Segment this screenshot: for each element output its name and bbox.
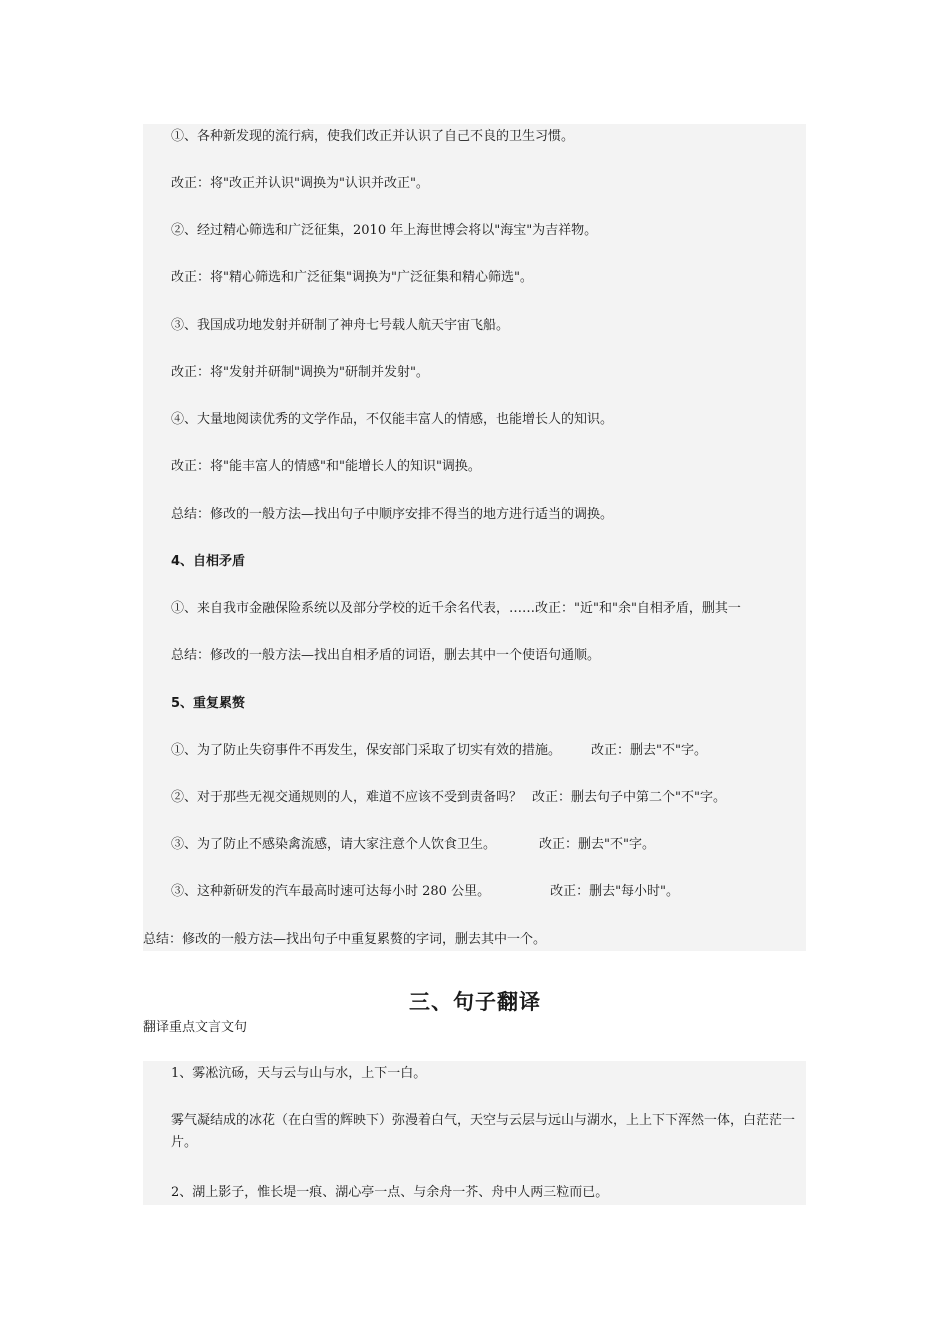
subsection-heading: 4、自相矛盾 [171, 554, 246, 569]
translation-text: 雾气凝结成的冰花（在白雪的辉映下）弥漫着白气，天空与云层与远山与湖水，上上下下浑然一体，白茫茫一片。 [171, 1113, 796, 1150]
example-sentence: ③、为了防止不感染禽流感，请大家注意个人饮食卫生。 [171, 837, 497, 852]
section-title: 三、句子翻译 [409, 990, 541, 1014]
content-block-translation [143, 1061, 806, 1205]
correction-note: 改正：删去"每小时"。 [550, 884, 680, 899]
example-line [143, 742, 806, 760]
section-subtitle: 翻译重点文言文句 [143, 1020, 248, 1035]
correction-line: 改正：将"精心筛选和广泛征集"调换为"广泛征集和精心筛选"。 [171, 270, 533, 285]
classical-sentence: 1、雾凇沆砀，天与云与山与水，上下一白。 [171, 1066, 427, 1081]
classical-sentence: 2、湖上影子，惟长堤一痕、湖心亭一点、与余舟一芥、舟中人两三粒而已。 [171, 1185, 609, 1200]
example-line [143, 836, 806, 854]
example-line: ②、经过精心筛选和广泛征集，2010 年上海世博会将以"海宝"为吉祥物。 [171, 223, 598, 238]
example-sentence: ①、为了防止失窃事件不再发生，保安部门采取了切实有效的措施。 [171, 743, 562, 758]
summary-line: 总结：修改的一般方法—找出句子中顺序安排不得当的地方进行适当的调换。 [171, 507, 614, 522]
summary-line: 总结：修改的一般方法—找出自相矛盾的词语，删去其中一个使语句通顺。 [171, 648, 601, 663]
example-sentence: ②、对于那些无视交通规则的人，难道不应该不受到责备吗？ [171, 790, 523, 805]
example-line: ①、来自我市金融保险系统以及部分学校的近千余名代表，……改正："近"和"余"自相矛盾，删其一 [171, 601, 741, 616]
content-block-correction [143, 124, 806, 951]
example-sentence: ③、这种新研发的汽车最高时速可达每小时 280 公里。 [171, 884, 491, 899]
correction-line: 改正：将"改正并认识"调换为"认识并改正"。 [171, 176, 429, 191]
summary-line: 总结：修改的一般方法—找出句子中重复累赘的字词，删去其中一个。 [143, 932, 547, 947]
correction-line: 改正：将"发射并研制"调换为"研制并发射"。 [171, 365, 429, 380]
correction-note: 改正：删去"不"字。 [539, 837, 655, 852]
subsection-heading: 5、重复累赘 [171, 696, 246, 711]
correction-note: 改正：删去句子中第二个"不"字。 [532, 790, 726, 805]
example-line: ③、我国成功地发射并研制了神舟七号载人航天宇宙飞船。 [171, 318, 510, 333]
correction-line: 改正：将"能丰富人的情感"和"能增长人的知识"调换。 [171, 459, 481, 474]
example-line [143, 883, 806, 901]
correction-note: 改正：删去"不"字。 [591, 743, 707, 758]
example-line: ①、各种新发现的流行病，使我们改正并认识了自己不良的卫生习惯。 [171, 129, 575, 144]
example-line: ④、大量地阅读优秀的文学作品，不仅能丰富人的情感，也能增长人的知识。 [171, 412, 614, 427]
example-line [143, 789, 806, 807]
